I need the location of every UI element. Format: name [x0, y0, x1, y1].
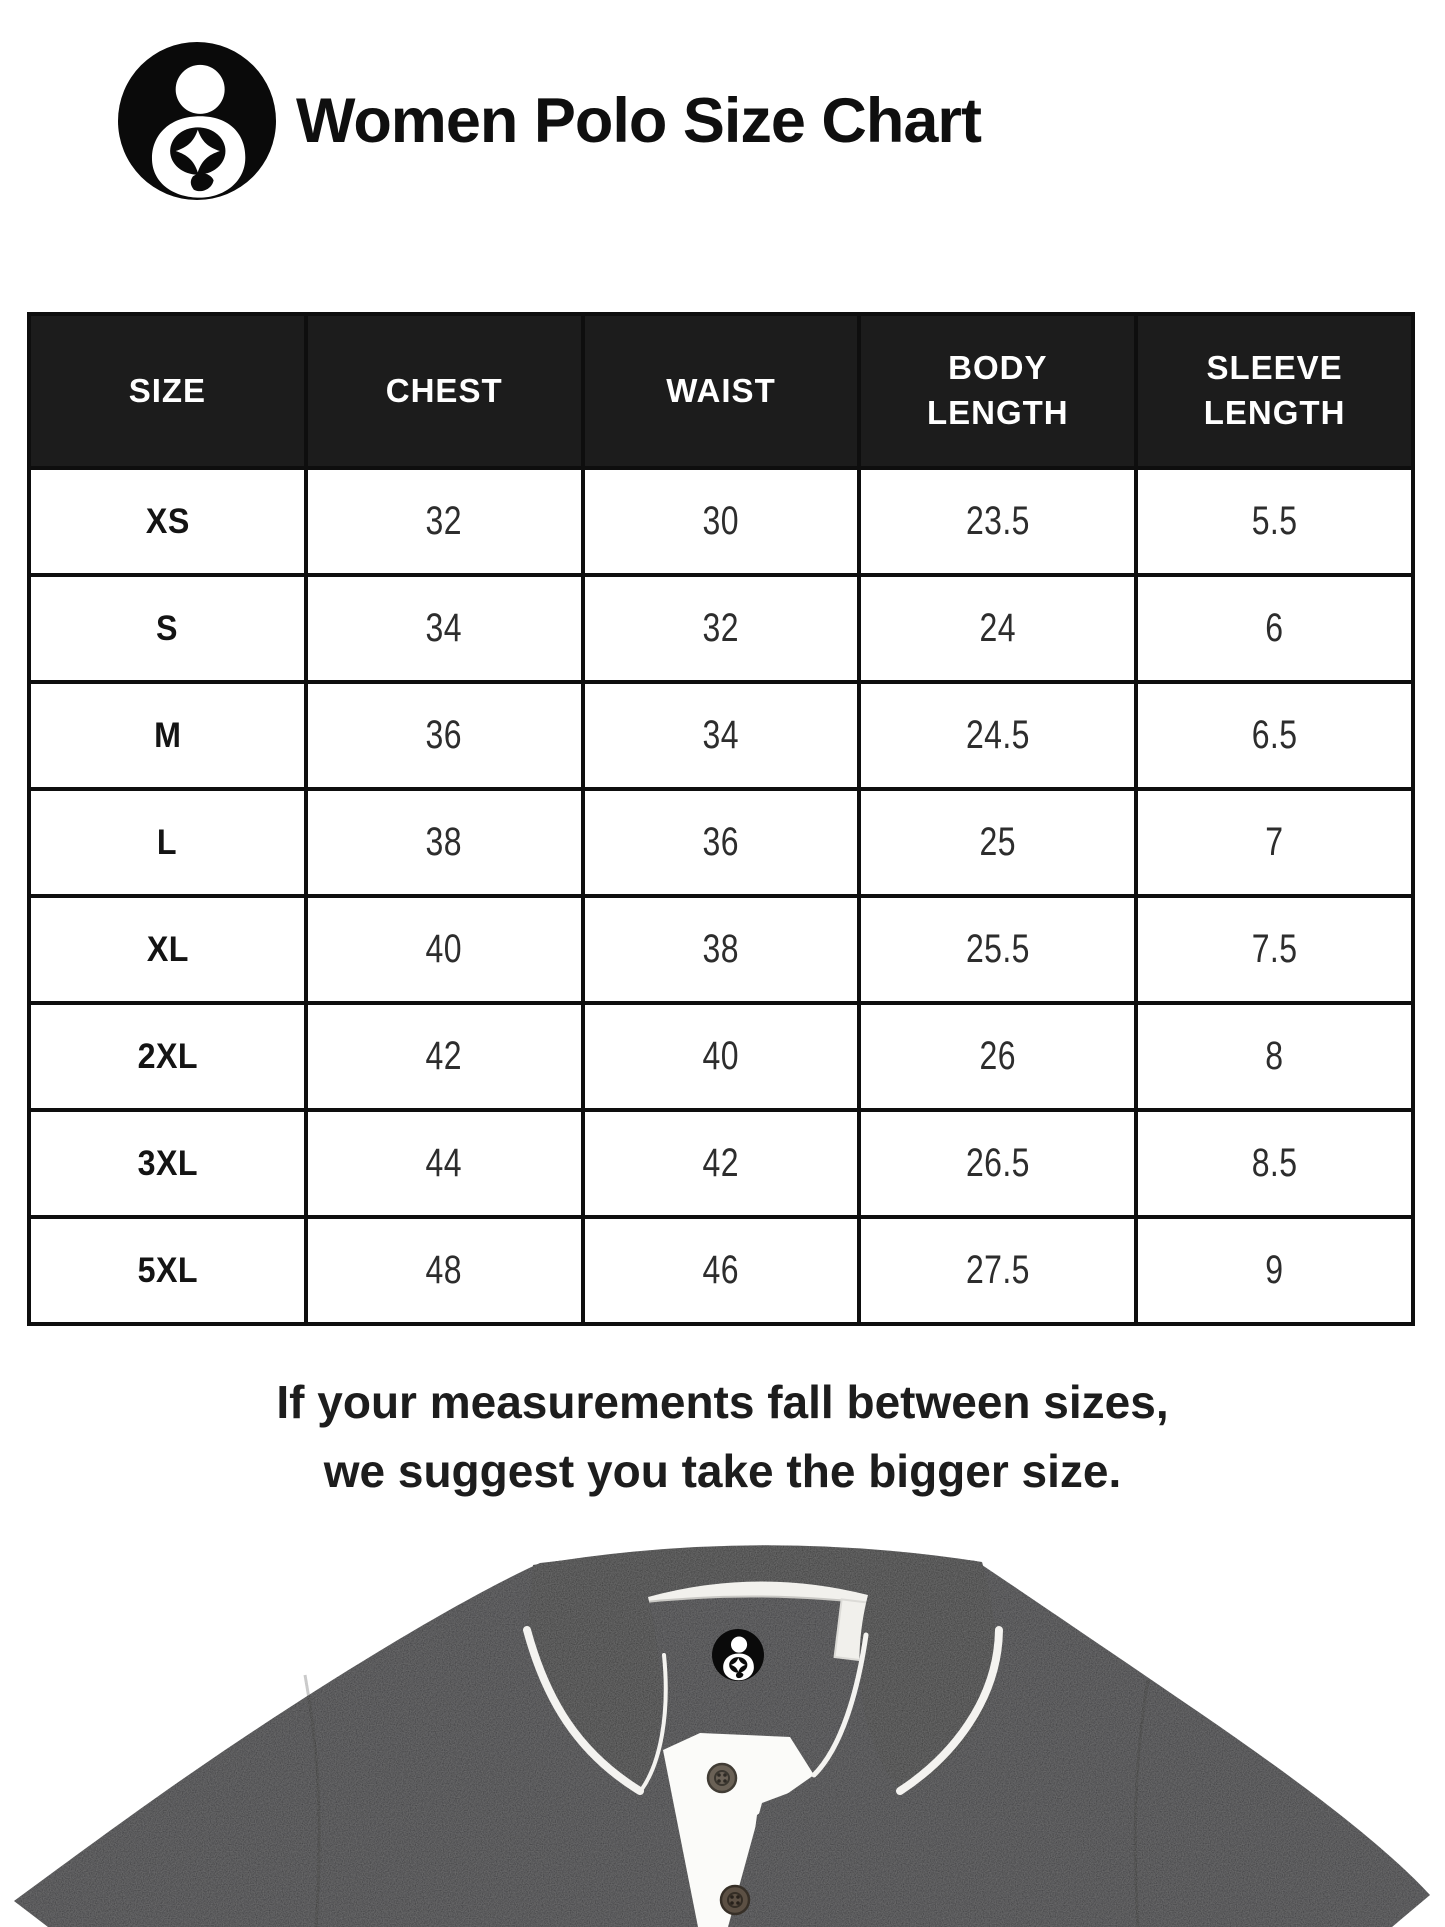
page-title: Women Polo Size Chart [296, 86, 981, 156]
waist-value: 40 [702, 1034, 740, 1078]
body-length-value: 24.5 [965, 713, 1030, 757]
waist-value: 34 [702, 713, 740, 757]
body-length-value: 25 [979, 820, 1016, 864]
table-row [29, 1217, 1413, 1324]
size-value: 3XL [137, 1143, 198, 1183]
chest-value: 36 [425, 713, 463, 757]
body-length-value: 23.5 [965, 499, 1030, 543]
brand-header [118, 42, 981, 200]
sleeve-length-value: 8 [1265, 1034, 1284, 1078]
chest-value: 34 [425, 606, 463, 650]
polo-shirt-photo [0, 1535, 1445, 1927]
chest-value: 38 [425, 820, 463, 864]
header-row [29, 314, 1413, 468]
sleeve-length-value: 7.5 [1251, 927, 1298, 971]
sleeve-length-value: 9 [1265, 1248, 1284, 1292]
size-value: S [156, 608, 179, 648]
neck-label-logo-icon [712, 1629, 764, 1681]
size-value: 5XL [137, 1250, 198, 1290]
body-length-value: 25.5 [965, 927, 1030, 971]
column-header-body-length: BODY LENGTH [859, 314, 1136, 468]
chest-value: 40 [425, 927, 463, 971]
table-row [29, 789, 1413, 896]
sleeve-length-value: 6.5 [1251, 713, 1298, 757]
waist-value: 30 [702, 499, 740, 543]
waist-value: 46 [702, 1248, 740, 1292]
sizing-note-line1: If your measurements fall between sizes, [276, 1376, 1169, 1428]
chest-value: 48 [425, 1248, 463, 1292]
column-header-sleeve-length: SLEEVE LENGTH [1136, 314, 1413, 468]
chest-value: 44 [425, 1141, 463, 1185]
body-length-value: 24 [979, 606, 1016, 650]
sleeve-length-value: 8.5 [1251, 1141, 1298, 1185]
body-length-value: 26 [979, 1034, 1016, 1078]
body-length-value: 27.5 [965, 1248, 1030, 1292]
table-row [29, 1110, 1413, 1217]
table-row [29, 1003, 1413, 1110]
size-chart-header [29, 314, 1413, 468]
sleeve-length-value: 7 [1265, 820, 1284, 864]
body-length-value: 26.5 [965, 1141, 1030, 1185]
table-row [29, 682, 1413, 789]
column-header-chest: CHEST [306, 314, 583, 468]
chest-value: 32 [425, 499, 463, 543]
waist-value: 32 [702, 606, 740, 650]
placket-button [708, 1764, 736, 1792]
waist-value: 38 [702, 927, 740, 971]
table-row [29, 575, 1413, 682]
chest-value: 42 [425, 1034, 463, 1078]
table-row [29, 896, 1413, 1003]
size-value: XL [146, 929, 189, 969]
waist-value: 42 [702, 1141, 740, 1185]
sizing-note-line2: we suggest you take the bigger size. [323, 1445, 1122, 1497]
waist-value: 36 [702, 820, 740, 864]
size-chart-table [27, 312, 1415, 1326]
sizing-note [0, 1368, 1445, 1506]
size-value: XS [145, 501, 190, 541]
size-value: L [157, 822, 178, 862]
placket-button [721, 1886, 749, 1914]
size-value: M [153, 715, 182, 755]
column-header-size: SIZE [29, 314, 306, 468]
size-value: 2XL [137, 1036, 198, 1076]
mother-baby-logo-icon [118, 42, 276, 200]
sleeve-length-value: 5.5 [1251, 499, 1298, 543]
column-header-waist: WAIST [583, 314, 860, 468]
sleeve-length-value: 6 [1265, 606, 1284, 650]
table-row [29, 468, 1413, 575]
